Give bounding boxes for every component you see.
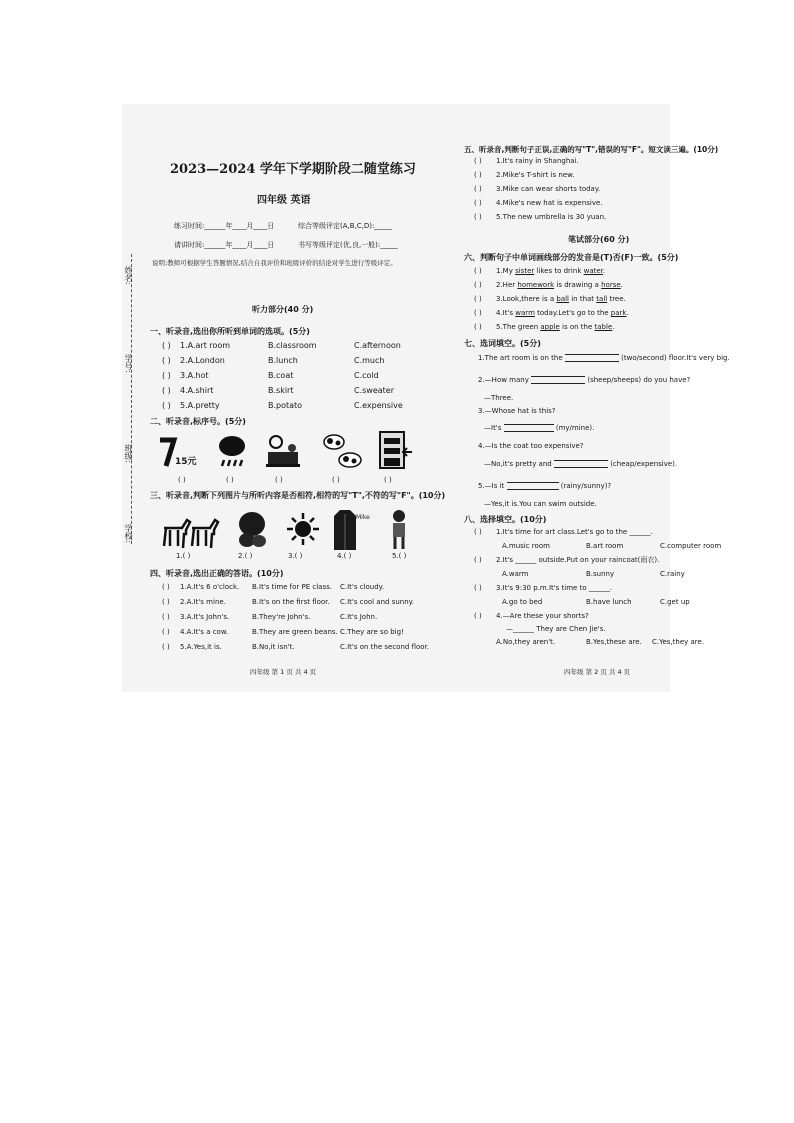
side-label-name: 姓名: — [124, 266, 133, 285]
s1-option-a: 3.A.hot — [180, 371, 209, 380]
s7-q2: 2.—How many (sheep/sheeps) do you have? — [478, 376, 691, 384]
s7-q4-answer: —No,it's pretty and (cheap/expensive). — [484, 460, 678, 468]
s2-bracket-3[interactable]: ( ) — [275, 476, 283, 484]
s1-option-a: 2.A.London — [180, 356, 225, 365]
s1-option-c: C.sweater — [354, 386, 395, 395]
s1-option-a: 4.A.shirt — [180, 386, 214, 395]
s1-option-a: 1.A.art room — [180, 341, 231, 350]
s4-option-c: C.It's cool and sunny. — [340, 598, 415, 606]
side-label-number: 学号: — [124, 354, 133, 373]
s1-option-b: B.classroom — [268, 341, 317, 350]
cows-icon — [320, 430, 364, 476]
s1-option-b: B.skirt — [268, 386, 294, 395]
s8-q2-stem: 2.It's ______ outside.Put on your raincoat(雨衣). — [496, 556, 660, 564]
s8-q1-opt-b: B.art room — [586, 542, 624, 550]
s2-bracket-2[interactable]: ( ) — [226, 476, 234, 484]
s6-bracket[interactable]: ( ) — [474, 309, 482, 317]
s4-option-b: B.They are green beans. — [252, 628, 338, 636]
s4-bracket[interactable]: ( ) — [162, 643, 170, 651]
s1-bracket[interactable]: ( ) — [162, 371, 171, 380]
listening-header: 听力部分(40 分) — [252, 305, 314, 314]
s7-q4-blank[interactable] — [554, 460, 608, 468]
s4-bracket[interactable]: ( ) — [162, 583, 170, 591]
price-label: 15元 — [175, 457, 197, 467]
s8-q4-opt-b: B.Yes,these are. — [586, 638, 642, 646]
written-header: 笔试部分(60 分) — [568, 235, 630, 244]
s4-option-a: 4.A.It's a cow. — [180, 628, 229, 636]
practice-time-field: 练习时间:______年____月____日 — [174, 222, 275, 230]
s8-q1-stem: 1.It's time for art class.Let's go to the ______. — [496, 528, 653, 536]
s4-option-c: C.They are so big! — [340, 628, 404, 636]
s7-q5: 5.—Is it (rainy/sunny)? — [478, 482, 612, 490]
s6-sentence: 5.The green apple is on the table. — [496, 323, 615, 331]
s3-label-3[interactable]: 3.( ) — [288, 552, 303, 560]
s1-option-c: C.much — [354, 356, 385, 365]
s4-option-a: 2.A.It's mine. — [180, 598, 226, 606]
s4-option-b: B.No,it isn't. — [252, 643, 295, 651]
building-arrow-icon — [378, 430, 414, 474]
s6-sentence: 1.My sister likes to drink water. — [496, 267, 606, 275]
s6-sentence: 2.Her homework is drawing a horse. — [496, 281, 623, 289]
s7-q4: 4.—Is the coat too expensive? — [478, 442, 584, 450]
s3-label-4[interactable]: 4.( ) — [337, 552, 352, 560]
s7-q1: 1.The art room is on the (two/second) floor.It's very big. — [478, 354, 730, 362]
price-seven-icon — [158, 436, 176, 472]
s7-q3-blank[interactable] — [504, 424, 554, 432]
s4-option-b: B.It's time for PE class. — [252, 583, 332, 591]
page-title: 2023—2024 学年下学期阶段二随堂练习 — [170, 162, 416, 177]
writing-grade-field: 书写等级评定(优,良,一般):_____ — [298, 241, 398, 249]
s2-bracket-1[interactable]: ( ) — [178, 476, 186, 484]
s7-q2-blank[interactable] — [531, 376, 585, 384]
s1-option-b: B.coat — [268, 371, 294, 380]
s5-bracket[interactable]: ( ) — [474, 171, 482, 179]
s8-bracket[interactable]: ( ) — [474, 612, 482, 620]
s8-q2-opt-a: A.warm — [502, 570, 529, 578]
s8-q1-opt-a: A.music room — [502, 542, 550, 550]
s8-bracket[interactable]: ( ) — [474, 556, 482, 564]
s4-bracket[interactable]: ( ) — [162, 598, 170, 606]
s4-bracket[interactable]: ( ) — [162, 628, 170, 636]
s2-bracket-4[interactable]: ( ) — [332, 476, 340, 484]
s3-label-1[interactable]: 1.( ) — [176, 552, 191, 560]
s3-label-2[interactable]: 2.( ) — [238, 552, 253, 560]
sun-icon — [286, 510, 320, 552]
s8-q2-opt-b: B.sunny — [586, 570, 615, 578]
s6-title: 六、判断句子中单词画线部分的发音是(T)否(F)一致。(5分) — [464, 253, 679, 262]
s5-statement: 4.Mike's new hat is expensive. — [496, 199, 603, 207]
s7-q5-blank[interactable] — [507, 482, 559, 490]
s5-bracket[interactable]: ( ) — [474, 199, 482, 207]
s8-q1-opt-c: C.computer room — [660, 542, 722, 550]
s4-option-a: 5.A.Yes,it is. — [180, 643, 222, 651]
s5-statement: 2.Mike's T-shirt is new. — [496, 171, 575, 179]
s4-option-c: C.It's cloudy. — [340, 583, 385, 591]
page-subtitle: 四年级 英语 — [257, 195, 311, 206]
s4-option-b: B.It's on the first floor. — [252, 598, 330, 606]
s8-q4-stem: 4.—Are these your shorts? — [496, 612, 589, 620]
s8-q3-opt-a: A.go to bed — [502, 598, 543, 606]
s6-bracket[interactable]: ( ) — [474, 267, 482, 275]
horses-icon — [160, 514, 222, 554]
s4-option-c: C.It's John. — [340, 613, 378, 621]
s4-bracket[interactable]: ( ) — [162, 613, 170, 621]
s7-q3-answer: —It's (my/mine). — [484, 424, 595, 432]
children-eating-icon — [264, 434, 302, 476]
page-footer-2: 四年级 第 2 页 共 4 页 — [564, 668, 631, 676]
s4-option-b: B.They're John's. — [252, 613, 311, 621]
s4-option-a: 3.A.It's John's. — [180, 613, 230, 621]
s1-option-c: C.expensive — [354, 401, 403, 410]
s8-q4-answer: —______ They are Chen Jie's. — [506, 625, 606, 633]
s5-bracket[interactable]: ( ) — [474, 157, 482, 165]
s8-q3-stem: 3.It's 9:30 p.m.It's time to ______. — [496, 584, 613, 592]
s8-q4-opt-c: C.Yes,they are. — [652, 638, 705, 646]
s8-bracket[interactable]: ( ) — [474, 528, 482, 536]
review-time-field: 请讲时间:______年____月____日 — [174, 241, 275, 249]
s8-q4-opt-a: A.No,they aren't. — [496, 638, 556, 646]
s8-bracket[interactable]: ( ) — [474, 584, 482, 592]
s4-option-a: 1.A.It's 6 o'clock. — [180, 583, 240, 591]
mike-label: Mike — [356, 514, 370, 521]
s8-q2-opt-c: C.rainy — [660, 570, 685, 578]
s1-bracket[interactable]: ( ) — [162, 401, 171, 410]
boy-icon — [390, 508, 408, 554]
s6-sentence: 4.It's warm today.Let's go to the park. — [496, 309, 629, 317]
side-label-class: 班级: — [124, 444, 133, 463]
s7-q1-blank[interactable] — [565, 354, 619, 362]
s3-label-5[interactable]: 5.( ) — [392, 552, 407, 560]
rain-cloud-icon — [217, 434, 247, 476]
s5-statement: 3.Mike can wear shorts today. — [496, 185, 601, 193]
overall-grade-field: 综合等级评定(A,B,C,D):_____ — [298, 222, 392, 230]
exam-sheet — [122, 104, 730, 692]
s1-option-a: 5.A.pretty — [180, 401, 220, 410]
s2-title: 二、听录音,标序号。(5分) — [150, 417, 246, 426]
s1-bracket[interactable]: ( ) — [162, 386, 171, 395]
s8-title: 八、选择填空。(10分) — [464, 515, 547, 524]
s1-option-b: B.lunch — [268, 356, 298, 365]
potatoes-icon — [237, 510, 267, 554]
s6-sentence: 3.Look,there is a ball in that tall tree. — [496, 295, 626, 303]
s1-bracket[interactable]: ( ) — [162, 356, 171, 365]
s8-q3-opt-b: B.have lunch — [586, 598, 632, 606]
s8-q3-opt-c: C.get up — [660, 598, 690, 606]
s1-option-c: C.cold — [354, 371, 379, 380]
instruction-note: 说明:教师可根据学生答题情况,结合自我评价和班级评价的结论对学生进行等级评定。 — [152, 259, 397, 267]
page-footer-1: 四年级 第 1 页 共 4 页 — [250, 668, 317, 676]
s1-option-c: C.afternoon — [354, 341, 401, 350]
s5-statement: 1.It's rainy in Shanghai. — [496, 157, 579, 165]
s6-bracket[interactable]: ( ) — [474, 295, 482, 303]
s5-title: 五、听录音,判断句子正误,正确的写"T",错误的写"F"。短文读三遍。(10分) — [464, 145, 719, 154]
s2-bracket-5[interactable]: ( ) — [384, 476, 392, 484]
s3-title: 三、听录音,判断下列图片与所听内容是否相符,相符的写"T",不符的写"F"。(10分) — [150, 491, 446, 500]
s1-title: 一、听录音,选出你所听到单词的选项。(5分) — [150, 327, 310, 336]
coat-icon — [332, 508, 358, 556]
s4-title: 四、听录音,选出正确的答语。(10分) — [150, 569, 284, 578]
s6-bracket[interactable]: ( ) — [474, 323, 482, 331]
binding-line — [131, 254, 132, 544]
s6-bracket[interactable]: ( ) — [474, 281, 482, 289]
s1-option-b: B.potato — [268, 401, 303, 410]
s7-q2-answer: —Three. — [484, 394, 514, 402]
s5-bracket[interactable]: ( ) — [474, 213, 482, 221]
s5-bracket[interactable]: ( ) — [474, 185, 482, 193]
s4-option-c: C.It's on the second floor. — [340, 643, 430, 651]
side-label-school: 学校: — [124, 524, 133, 543]
s5-statement: 5.The new umbrella is 30 yuan. — [496, 213, 607, 221]
s7-q3: 3.—Whose hat is this? — [478, 407, 556, 415]
s7-q5-answer: —Yes,it is.You can swim outside. — [484, 500, 597, 508]
s7-title: 七、选词填空。(5分) — [464, 339, 541, 348]
s1-bracket[interactable]: ( ) — [162, 341, 171, 350]
